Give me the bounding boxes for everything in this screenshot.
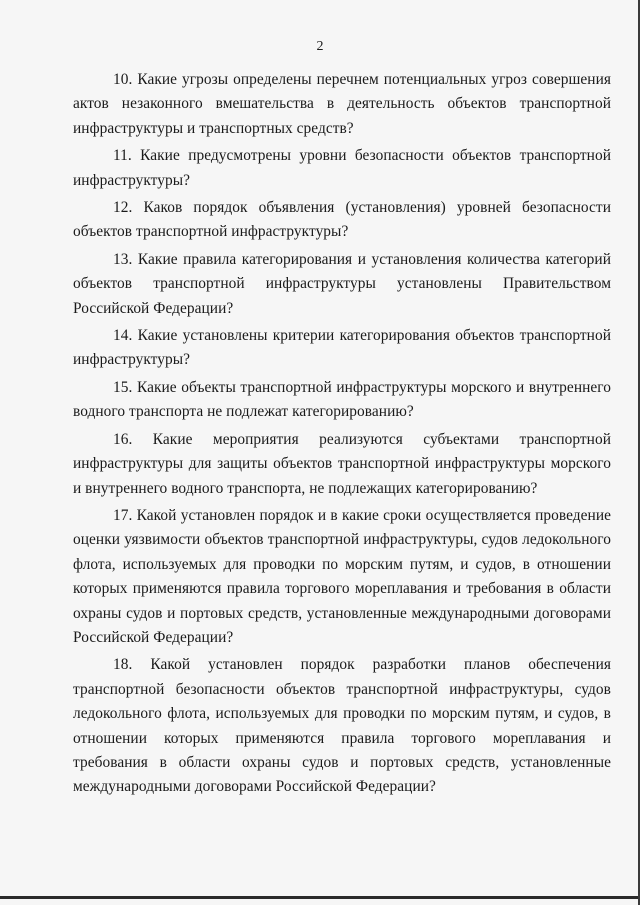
question-11: 11. Какие предусмотрены уровни безопасности объектов транспортной инфраструктуры? (73, 147, 611, 189)
question-12: 12. Каков порядок объявления (установления) уровней безопасности объектов транспортной инфраструктуры? (73, 199, 611, 241)
scan-bottom-edge (0, 896, 640, 899)
question-list (73, 68, 611, 803)
question-10: 10. Какие угрозы определены перечнем потенциальных угроз совершения актов незаконного вмешательства в деятельность объектов транспортной инфраструктуры и транспортных средств? (73, 71, 611, 137)
page-number: 2 (316, 39, 324, 54)
question-15: 15. Какие объекты транспортной инфраструктуры морского и внутреннего водного транспорта не подлежат категорированию? (73, 378, 611, 421)
question-16: 16. Какие мероприятия реализуются субъектами транспортной инфраструктуры для защиты объектов транспортной инфраструктуры морского и внутреннего водного транспорта, не подлежащих категорированию? (73, 430, 611, 497)
question-17: 17. Какой установлен порядок и в какие сроки осуществляется проведение оценки уязвимости объектов транспортной инфраструктуры, судов ледокольного флота, используемых для проводки по морским путям, и судов, в отношении которых применяются правила торгового мореплавания и требования в области охраны судов и портовых средств, установленные международными договорами Российской Федерации? (73, 506, 611, 646)
question-13: 13. Какие правила категорирования и установления количества категорий объектов транспортной инфраструктуры установлены Правительством Российской Федерации? (73, 250, 611, 317)
question-18: 18. Какой установлен порядок разработки планов обеспечения транспортной безопасности объектов транспортной инфраструктуры, судов ледокольного флота, используемых для проводки по морским путям, и судов, в отношении которых применяются правила торгового мореплавания и требования в области охраны судов и портовых средств, установленные международными договорами Российской Федерации? (73, 656, 611, 796)
question-14: 14. Какие установлены критерии категорирования объектов транспортной инфраструктуры? (73, 327, 611, 369)
